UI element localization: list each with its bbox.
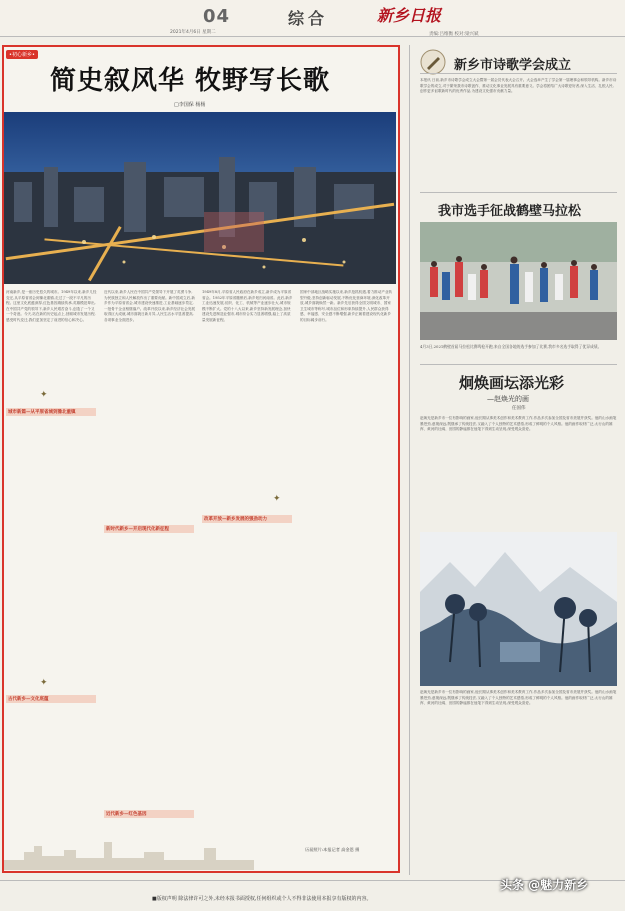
quill-icon xyxy=(420,49,446,75)
art-subtitle: —赵焕光的画 xyxy=(487,395,529,403)
source-watermark: 头条 @魅力新乡 xyxy=(500,878,589,892)
subhead-5: 近代新乡—红色基因 xyxy=(106,812,147,817)
rule xyxy=(420,364,617,365)
column-divider xyxy=(409,45,410,875)
feature-photo-credit: 历届照片:本报记者 高金恩 摄 xyxy=(305,847,360,852)
newspaper-logo: 新乡日报 xyxy=(377,6,442,25)
feature-headline: 简史叙风华 牧野写长歌 xyxy=(50,66,331,96)
marathon-photo xyxy=(420,222,617,340)
section-title: 综合 xyxy=(288,9,329,28)
rule xyxy=(420,192,617,193)
city-night-photo xyxy=(4,112,396,284)
poetry-body: 本报讯 日前,新乡市诗歌学会成立大会暨第一届会员代表大会召开。大会选举产生了学会第一届理事会和领导机构。新乡市诗歌学会的成立,对于繁荣我市诗歌创作、推动文化事业发展具有重要意义。学会将团结广大诗歌爱好者,深入生活、扎根人民,创作更多讴歌新时代的优秀作品,为建设文化强市贡献力量。 xyxy=(420,78,617,94)
art-body-bottom: 赵焕光是新乡市一位有影响的画家,他长期从事美术创作和美术教育工作,作品多次参加全国及省市美展并获奖。他的山水画笔墨苍劲,意境深远,既继承了传统技法,又融入了个人独特的艺术感悟,形成了鲜明的个人风格。他的画作取材广泛,太行山的雄浑、黄河的壮阔、田园的静谧都在他笔下得到生动呈现,深受观众喜爱。 xyxy=(420,690,617,706)
feature-body-col-3: 1949年8月,平原省人民政府在新乡成立,新乡成为平原省省会。1952年平原省撤销后,新乡划归河南省。此后,新乡工业迅速发展,纺织、化工、机械等产业逐步壮大,城市规模不断扩大。党的十八大以来,新乡坚持新发展理念,加快建设先进制造业强市,城市综合实力显著增强,踏上了高质量发展新征程。 xyxy=(202,290,293,322)
art-author: 任国伟 xyxy=(512,406,526,411)
divider-ornament-icon: ✦ xyxy=(40,390,48,400)
feature-body-col-1: 河南新乡,是一座历史悠久的城市。1949年以来,新乡几经变迁,从平原省省会到豫北重镇,走过了一段不平凡的历程。这里文化底蕴深厚,红色基因赓续传承,英雄模范辈出,在中国共产党的领导下,新乡人民艰苦奋斗,创造了一个又一个奇迹。今天,站在新的历史起点上,回顾城市发展历程,感受时代变迁,我们更加坚定了前进的信心和决心。 xyxy=(6,290,97,322)
page-number: 04 xyxy=(203,6,231,27)
marathon-caption: 4月3日,2021鹤壁首届马拉松比赛鸣枪开跑,来自全国各地的选手参加了比赛,我市多名选手取得了优异成绩。 xyxy=(420,344,602,349)
date-line: 2021年4月6日 星期二 xyxy=(170,30,216,35)
poetry-headline: 新乡市诗歌学会成立 xyxy=(454,58,572,73)
divider-ornament-icon: ✦ xyxy=(40,678,48,688)
marathon-headline: 我市选手征战鹤壁马拉松 xyxy=(438,204,582,219)
feature-byline: □李国保 杨杨 xyxy=(174,102,206,108)
subhead-3: 新时代新乡—开启现代化新征程 xyxy=(106,527,169,532)
art-headline: 炯焕画坛添光彩 xyxy=(459,374,565,392)
feature-body-col-2: 近代以来,新乡人民在中国共产党领导下开展了英勇斗争,为民族独立和人民解放作出了重要贡献。新中国成立后,新乡作为平原省省会,城市建设快速推进,工业基础逐步奠定,一批骨干企业相继落户。改革开放以来,新乡经济社会发展取得巨大成就,城市面貌日新月异,人民生活水平显著提高,各项事业全面进步。 xyxy=(104,290,195,322)
editor-credits: 责编:吕维衡 校对:梁兴斌 xyxy=(429,32,479,37)
skyline-illustration xyxy=(4,832,254,870)
divider-ornament-icon: ✦ xyxy=(273,494,281,504)
copyright-notice: ■版权声明 除法律许可之外,未经本报书面授权,任何组织或个人不得非法使用本报享有版权的内容。 xyxy=(152,896,372,902)
art-body-top: 赵焕光是新乡市一位有影响的画家,他长期从事美术创作和美术教育工作,作品多次参加全国及省市美展并获奖。他的山水画笔墨苍劲,意境深远,既继承了传统技法,又融入了个人独特的艺术感悟,形成了鲜明的个人风格。他的画作取材广泛,太行山的雄浑、黄河的壮阔、田园的静谧都在他笔下得到生动呈现,深受观众喜爱。 xyxy=(420,416,617,432)
subhead-4: 古代新乡—文化底蕴 xyxy=(8,697,49,702)
feature-body-col-4: 国家中部地区战略实施以来,新乡抢抓机遇,着力推动产业转型升级,坚持创新驱动发展,不断优化营商环境,深化改革开放,城乡面貌焕然一新。新乡先后获得全国文明城市、国家卫生城市等称号,城市品位和形象持续提升,人民群众获得感、幸福感、安全感不断增强,新乡正朝着建设现代化新乡的目标阔步前行。 xyxy=(300,290,393,322)
subhead-2: 改革开放—新乡发展的强劲动力 xyxy=(204,517,267,522)
landscape-painting xyxy=(420,532,617,686)
subhead-1: 城市新篇—从平原省城到豫北重镇 xyxy=(8,410,76,415)
column-tag: •初心新乡• xyxy=(6,50,38,59)
rule xyxy=(420,73,617,74)
